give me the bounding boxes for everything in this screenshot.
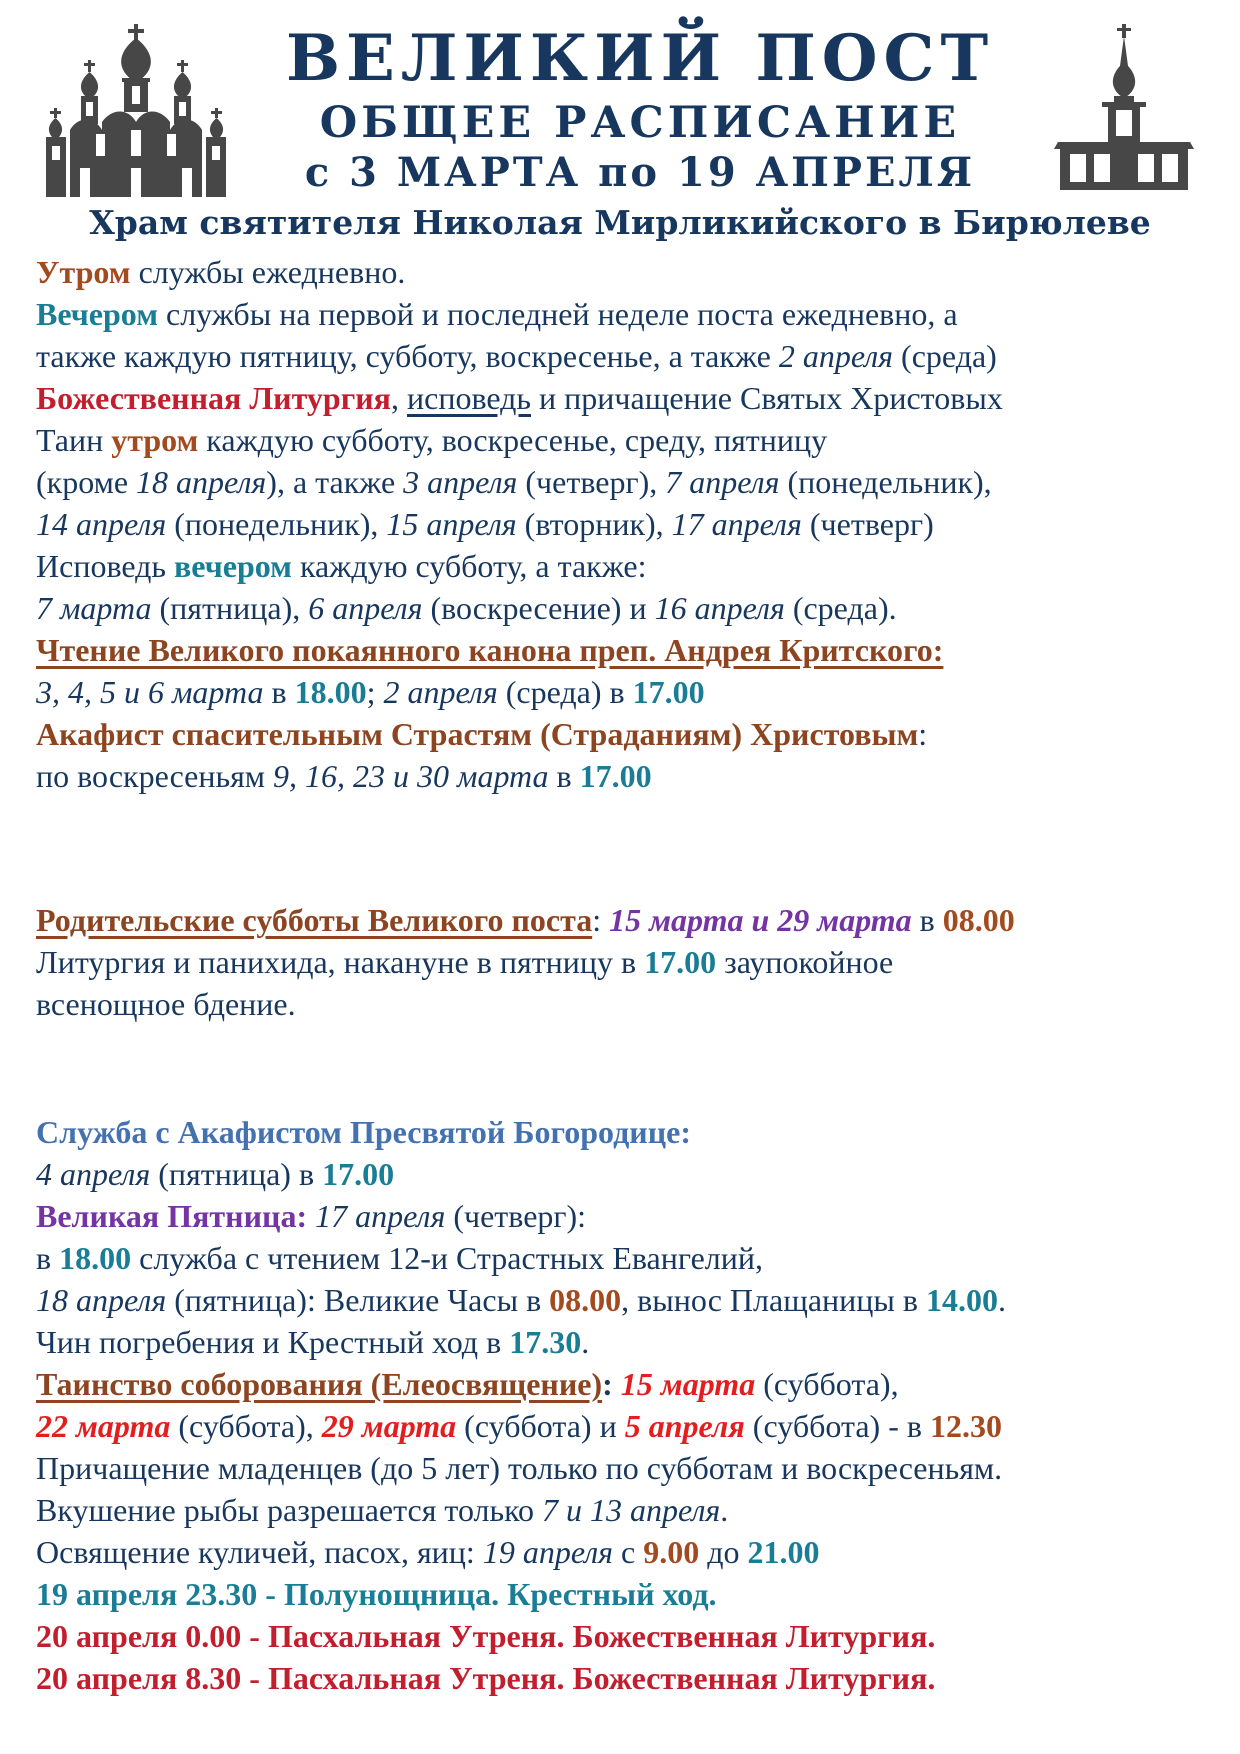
text-run: (четверг) (801, 506, 934, 542)
text-run: Таинство соборования (Елеосвящение) (36, 1366, 603, 1402)
text-run: 15 апреля (386, 506, 517, 542)
schedule-line (36, 1195, 1204, 1237)
text-run: каждую субботу, воскресенье, среду, пятницу (198, 422, 828, 458)
schedule-line (36, 629, 1204, 671)
text-run: 20 апреля 8.30 - Пасхальная Утреня. Божественная Литургия. (36, 1660, 936, 1696)
text-run: Чтение Великого покаянного канона преп. Андрея Критского: (36, 632, 944, 668)
text-run: : (592, 902, 610, 938)
text-run: 7 и 13 апреля (542, 1492, 721, 1528)
text-run: 3, 4, 5 и 6 марта (36, 674, 264, 710)
text-run: также каждую пятницу, субботу, воскресенье, а также (36, 338, 779, 374)
poster-subtitle-schedule: ОБЩЕЕ РАСПИСАНИЕ (319, 98, 961, 148)
text-run: вечером (174, 548, 292, 584)
text-run: . (720, 1492, 729, 1528)
schedule-line (36, 1111, 1204, 1153)
text-run: (понедельник), (166, 506, 387, 542)
schedule-line (36, 1657, 1204, 1699)
schedule-line (36, 1447, 1204, 1489)
text-run: (суббота), (170, 1408, 322, 1444)
poster-title-block (236, 22, 1044, 196)
text-run: 14.00 (926, 1282, 999, 1318)
schedule-line (36, 1237, 1204, 1279)
text-run: ; (366, 674, 384, 710)
schedule-line (36, 755, 1204, 797)
text-run: 2 апреля (383, 674, 498, 710)
schedule-line (36, 293, 1204, 335)
text-run: 29 марта (321, 1408, 457, 1444)
text-run: 08.00 (942, 902, 1015, 938)
text-run: службы ежедневно. (130, 254, 406, 290)
text-run: (пятница) в (150, 1156, 323, 1192)
schedule-line (36, 1531, 1204, 1573)
text-run: в (263, 674, 295, 710)
text-run: (среда). (784, 590, 897, 626)
text-run: 18 апреля (36, 1282, 167, 1318)
schedule-line (36, 983, 1204, 1025)
text-run: (суббота), (755, 1366, 899, 1402)
text-run: 4 апреля (36, 1156, 151, 1192)
schedule-line (36, 587, 1204, 629)
schedule-line (36, 251, 1204, 293)
text-run: (среда) (893, 338, 997, 374)
text-run: 16 апреля (654, 590, 785, 626)
text-run: : (602, 1366, 621, 1402)
text-run: Вечером (36, 296, 158, 332)
schedule-line (36, 545, 1204, 587)
text-run: 12.30 (929, 1408, 1002, 1444)
text-run: 2 апреля (778, 338, 894, 374)
text-run: Служба с Акафистом Пресвятой Богородице: (36, 1114, 692, 1150)
wooden-church-silhouette-icon (1044, 22, 1204, 190)
text-run: Исповедь (36, 548, 175, 584)
text-run: Таин (36, 422, 112, 458)
text-run: 17.00 (322, 1156, 395, 1192)
text-run: в (36, 1240, 60, 1276)
text-run: (среда) в (497, 674, 633, 710)
text-run: ), а также (266, 464, 404, 500)
text-run: 19 апреля (482, 1534, 614, 1570)
text-run: до (699, 1534, 748, 1570)
text-run: 17.00 (632, 674, 705, 710)
schedule-line (36, 899, 1204, 941)
text-run: , (390, 380, 407, 416)
text-run: по воскресеньям (36, 758, 274, 794)
text-run: 15 марта и 29 марта (609, 902, 912, 938)
text-run: в (911, 902, 943, 938)
schedule-line (36, 1279, 1204, 1321)
text-run: Утром (36, 254, 131, 290)
text-run: и причащение Святых Христовых (531, 380, 1003, 416)
text-run: . (581, 1324, 590, 1360)
schedule-line (36, 335, 1204, 377)
text-run: (суббота) и (456, 1408, 625, 1444)
text-run: (кроме (36, 464, 137, 500)
text-run: 17.00 (579, 758, 652, 794)
text-run: 22 марта (36, 1408, 171, 1444)
text-run: в (548, 758, 580, 794)
schedule-line (36, 377, 1204, 419)
text-run: 17 апреля (671, 506, 802, 542)
text-run: (воскресение) и (422, 590, 655, 626)
text-run: (суббота) - в (744, 1408, 930, 1444)
schedule-line (36, 713, 1204, 755)
text-run: Акафист спасительным Страстям (Страданиям) Христовым (36, 716, 919, 752)
schedule-line (36, 1405, 1204, 1447)
schedule-line (36, 1573, 1204, 1615)
text-run: (пятница), (151, 590, 309, 626)
text-run: Вкушение рыбы разрешается только (36, 1492, 543, 1528)
schedule-line (36, 419, 1204, 461)
schedule-line (36, 1321, 1204, 1363)
text-run: 17.00 (644, 944, 717, 980)
text-run: всенощное бдение. (36, 986, 296, 1022)
text-run: Причащение младенцев (до 5 лет) только по субботам и воскресеньям. (36, 1450, 1003, 1486)
text-run: 9, 16, 23 и 30 марта (273, 758, 549, 794)
schedule-line (36, 1489, 1204, 1531)
schedule-line (36, 671, 1204, 713)
text-run: утром (111, 422, 199, 458)
text-run: исповедь (406, 380, 532, 416)
schedule-line (36, 1153, 1204, 1195)
text-run: Божественная Литургия (36, 380, 391, 416)
text-run: Родительские субботы Великого поста (36, 902, 593, 938)
text-run: : (918, 716, 928, 752)
text-run: Чин погребения и Крестный ход в (36, 1324, 510, 1360)
text-run: 5 апреля (624, 1408, 745, 1444)
schedule-line (36, 503, 1204, 545)
text-run: 18.00 (59, 1240, 132, 1276)
text-run: (вторник), (516, 506, 672, 542)
text-run: Великая Пятница: (36, 1198, 308, 1234)
text-run: 17.30 (509, 1324, 582, 1360)
schedule-line (36, 1615, 1204, 1657)
schedule-line (36, 941, 1204, 983)
text-run: 14 апреля (36, 506, 167, 542)
text-run: (понедельник), (779, 464, 992, 500)
text-run: 17 апреля (315, 1198, 446, 1234)
schedule-lines (36, 251, 1204, 1699)
text-run: (пятница): Великие Часы в (166, 1282, 550, 1318)
text-run: 18.00 (294, 674, 367, 710)
text-run: 15 марта (620, 1366, 756, 1402)
text-run: 21.00 (747, 1534, 820, 1570)
text-run: (четверг): (445, 1198, 587, 1234)
text-run: 20 апреля 0.00 - Пасхальная Утреня. Божественная Литургия. (36, 1618, 936, 1654)
text-run: 3 апреля (403, 464, 518, 500)
schedule-line (36, 461, 1204, 503)
poster-date-range: с 3 МАРТА по 19 АПРЕЛЯ (304, 149, 976, 196)
text-run: 6 апреля (308, 590, 423, 626)
poster-header (36, 22, 1204, 197)
text-run: 08.00 (549, 1282, 622, 1318)
poster-title: ВЕЛИКИЙ ПОСТ (285, 21, 995, 96)
text-run: заупокойное (716, 944, 894, 980)
church-name: Храм святителя Николая Мирликийского в Бирюлеве (89, 203, 1151, 242)
schedule-line (36, 1363, 1204, 1405)
text-run: 9.00 (643, 1534, 700, 1570)
cathedral-silhouette-icon (36, 22, 236, 197)
text-run: Освящение куличей, пасох, яиц: (36, 1534, 483, 1570)
text-run: 7 марта (36, 590, 152, 626)
text-run: . (998, 1282, 1007, 1318)
text-run: 19 апреля 23.30 - Полунощница. Крестный ход. (36, 1576, 717, 1612)
text-run: 7 апреля (665, 464, 780, 500)
text-run: 18 апреля (136, 464, 267, 500)
text-run: каждую субботу, а также: (291, 548, 647, 584)
text-run: службы на первой и последней неделе поста ежедневно, а (157, 296, 958, 332)
text-run: , вынос Плащаницы в (621, 1282, 927, 1318)
text-run: с (613, 1534, 644, 1570)
text-run: (четверг), (517, 464, 666, 500)
text-run: служба с чтением 12-и Страстных Евангелий, (131, 1240, 763, 1276)
text-run (307, 1198, 315, 1234)
text-run: Литургия и панихида, накануне в пятницу в (36, 944, 645, 980)
